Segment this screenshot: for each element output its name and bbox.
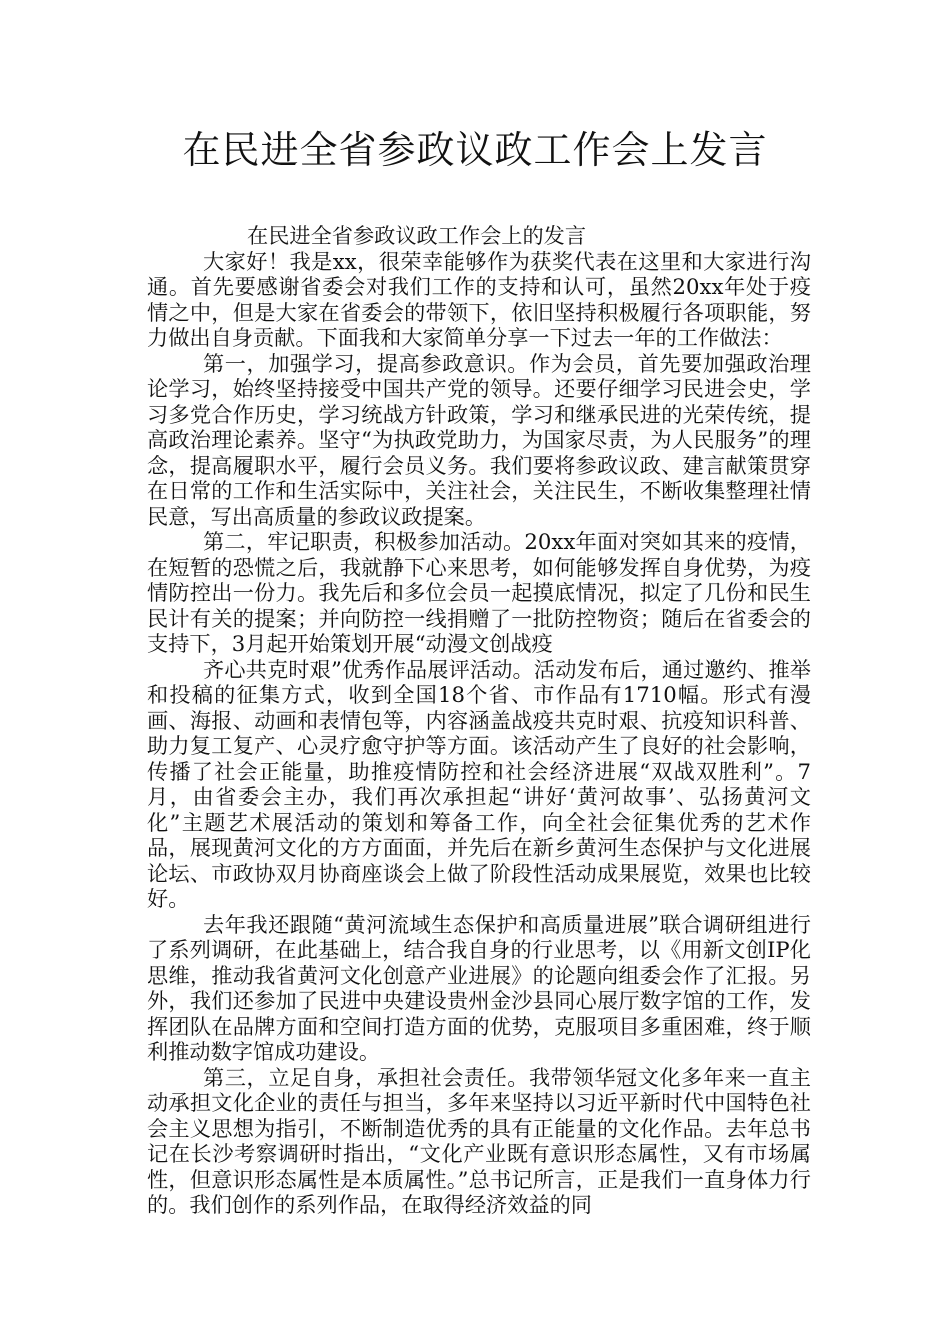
paragraph-research: 去年我还跟随“黄河流域生态保护和高质量进展”联合调研组进行了系列调研，在此基础上，结合我自身的行业思考，以《用新文创IP化思维，推动我省黄河文化创意产业进展》的论题向组委会作了汇报。另外，我们还参加了民进中央建设贵州金沙县同心展厅数字馆的工作，发挥团队在品牌方面和空间打造方面的优势，克服项目多重困难，终于顺利推动数字馆成功建设。 bbox=[147, 911, 811, 1064]
paragraph-second-point: 第二，牢记职责，积极参加活动。20xx年面对突如其来的疫情，在短暂的恐慌之后，我就静下心来思考，如何能够发挥自身优势，为疫情防控出一份力。我先后和多位会员一起摸底情况，拟定了几份和民生民计有关的提案；并向防控一线捐赠了一批防控物资；随后在省委会的支持下，3月起开始策划开展“动漫文创战疫 bbox=[147, 529, 811, 656]
document-body bbox=[147, 223, 811, 1218]
paragraph-first-point: 第一，加强学习，提高参政意识。作为会员，首先要加强政治理论学习，始终坚持接受中国共产党的领导。还要仔细学习民进会史，学习多党合作历史，学习统战方针政策，学习和继承民进的光荣传统，提高政治理论素养。坚守“为执政党助力，为国家尽责，为人民服务”的理念，提高履职水平，履行会员义务。我们要将参政议政、建言献策贯穿在日常的工作和生活实际中，关注社会，关注民生，不断收集整理社情民意，写出高质量的参政议政提案。 bbox=[147, 350, 811, 529]
document-subtitle: 在民进全省参政议政工作会上的发言 bbox=[247, 223, 587, 248]
paragraph-second-point-continued: 齐心共克时艰”优秀作品展评活动。活动发布后，通过邀约、推举和投稿的征集方式，收到全国18个省、市作品有1710幅。形式有漫画、海报、动画和表情包等，内容涵盖战疫共克时艰、抗疫知识科普、助力复工复产、心灵疗愈守护等方面。该活动产生了良好的社会影响，传播了社会正能量，助推疫情防控和社会经济进展“双战双胜利”。7月，由省委会主办，我们再次承担起“讲好‘黄河故事’、弘扬黄河文化”主题艺术展活动的策划和筹备工作，向全社会征集优秀的艺术作品，展现黄河文化的方方面面，并先后在新乡黄河生态保护与文化进展论坛、市政协双月协商座谈会上做了阶段性活动成果展览，效果也比较好。 bbox=[147, 656, 811, 911]
paragraph-greeting: 大家好！我是xx，很荣幸能够作为获奖代表在这里和大家进行沟通。首先要感谢省委会对我们工作的支持和认可，虽然20xx年处于疫情之中，但是大家在省委会的带领下，依旧坚持积极履行各项职能，努力做出自身贡献。下面我和大家简单分享一下过去一年的工作做法： bbox=[147, 248, 811, 350]
document-title: 在民进全省参政议政工作会上发言 bbox=[182, 128, 768, 172]
paragraph-third-point: 第三，立足自身，承担社会责任。我带领华冠文化多年来一直主动承担文化企业的责任与担当，多年来坚持以习近平新时代中国特色社会主义思想为指引，不断制造优秀的具有正能量的文化作品。去年总书记在长沙考察调研时指出，“文化产业既有意识形态属性，又有市场属性，但意识形态属性是本质属性。”总书记所言，正是我们一直身体力行的。我们创作的系列作品，在取得经济效益的同 bbox=[147, 1064, 811, 1217]
